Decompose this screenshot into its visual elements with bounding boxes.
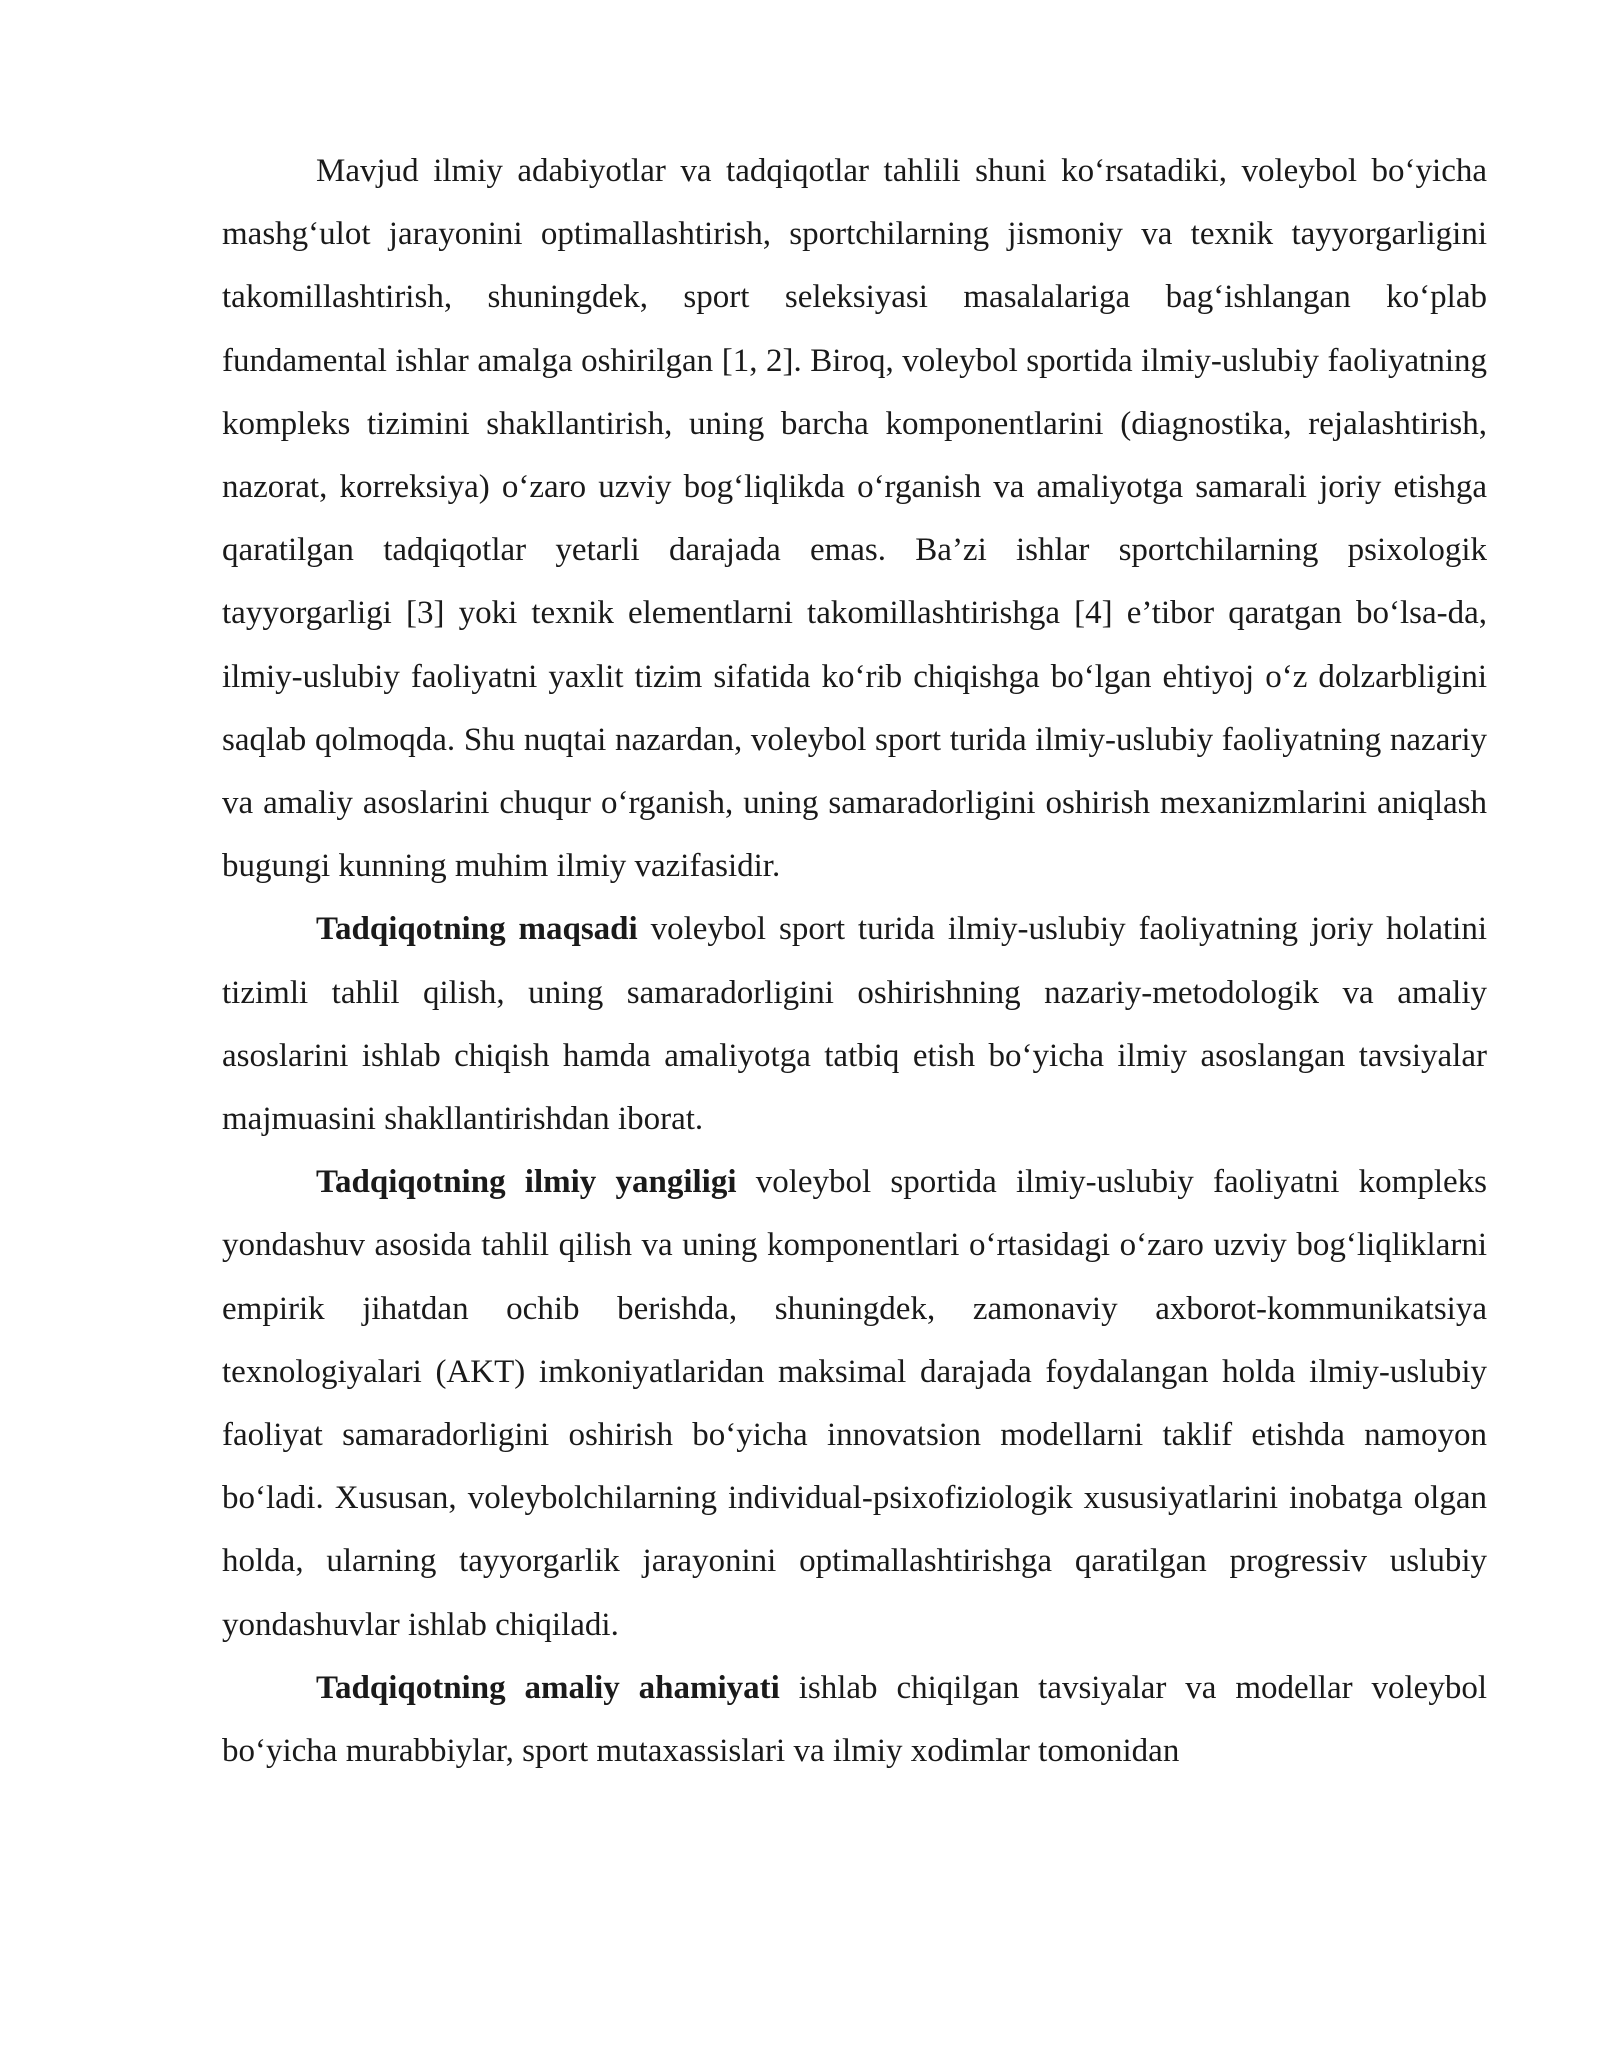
paragraph-text: Mavjud ilmiy adabiyotlar va tadqiqotlar tahlili shuni ko‘rsatadiki, voleybol bo‘yicha mashg‘ulot jarayonini optimallashtirish, sportchilarning jismoniy va texnik tayyorgarligini takomillashtirish, shuningdek, sport seleksiyasi masalalariga bag‘ishlangan ko‘plab fundamental ishlar amalga oshirilgan [1, 2]. Biroq, voleybol sportida ilmiy-uslubiy faoliyatning kompleks tizimini shakllantirish, uning barcha komponentlarini (diagnostika, rejalashtirish, nazorat, korreksiya) o‘zaro uzviy bog‘liqlikda o‘rganish va amaliyotga samarali joriy etishga qaratilgan tadqiqotlar yetarli darajada emas. Ba’zi ishlar sportchilarning psixologik tayyorgarligi [3] yoki texnik elementlarni takomillashtirishga [4] e’tibor qaratgan bo‘lsa-da, ilmiy-uslubiy faoliyatni yaxlit tizim sifatida ko‘rib chiqishga bo‘lgan ehtiyoj o‘z dolzarbligini saqlab qolmoqda. Shu nuqtai nazardan, voleybol sport turida ilmiy-uslubiy faoliyatning nazariy va amaliy asoslarini chuqur o‘rganish, uning samaradorligini oshirish mexanizmlarini aniqlash bugungi kunning muhim ilmiy vazifasidir.	[222, 153, 1487, 885]
paragraph-text: voleybol sport turida ilmiy-uslubiy faoliyatning joriy holatini tizimli tahlil qilish, uning samaradorligini oshirishning nazariy-metodologik va amaliy asoslarini ishlab chiqish hamda amaliyotga tatbiq etish bo‘yicha ilmiy asoslangan tavsiyalar majmuasini shakllantirishdan iborat.	[222, 911, 1488, 1138]
paragraph-text: ishlab chiqilgan tavsiyalar va modellar voleybol bo‘yicha murabbiylar, sport mutaxassislari va ilmiy xodimlar tomonidan	[222, 1669, 1487, 1770]
paragraph-lead: Tadqiqotning ilmiy yangiligi	[316, 1164, 737, 1201]
paragraph-scientific-novelty	[222, 1151, 1487, 1657]
paragraph-lead: Tadqiqotning amaliy ahamiyati	[316, 1669, 780, 1706]
paragraph-literature-review	[222, 140, 1487, 898]
paragraph-research-aim	[222, 898, 1487, 1151]
paragraph-lead: Tadqiqotning maqsadi	[316, 911, 638, 948]
paragraph-practical-significance	[222, 1657, 1487, 1783]
document-page	[222, 140, 1487, 1783]
paragraph-text: voleybol sportida ilmiy-uslubiy faoliyatni kompleks yondashuv asosida tahlil qilish va uning komponentlari o‘rtasidagi o‘zaro uzviy bog‘liqliklarni empirik jihatdan ochib berishda, shuningdek, zamonaviy axborot-kommunikatsiya texnologiyalari (AKT) imkoniyatlaridan maksimal darajada foydalangan holda ilmiy-uslubiy faoliyat samaradorligini oshirish bo‘yicha innovatsion modellarni taklif etishda namoyon bo‘ladi. Xususan, voleybolchilarning individual-psixofiziologik xususiyatlarini inobatga olgan holda, ularning tayyorgarlik jarayonini optimallashtirishga qaratilgan progressiv uslubiy yondashuvlar ishlab chiqiladi.	[222, 1164, 1487, 1643]
